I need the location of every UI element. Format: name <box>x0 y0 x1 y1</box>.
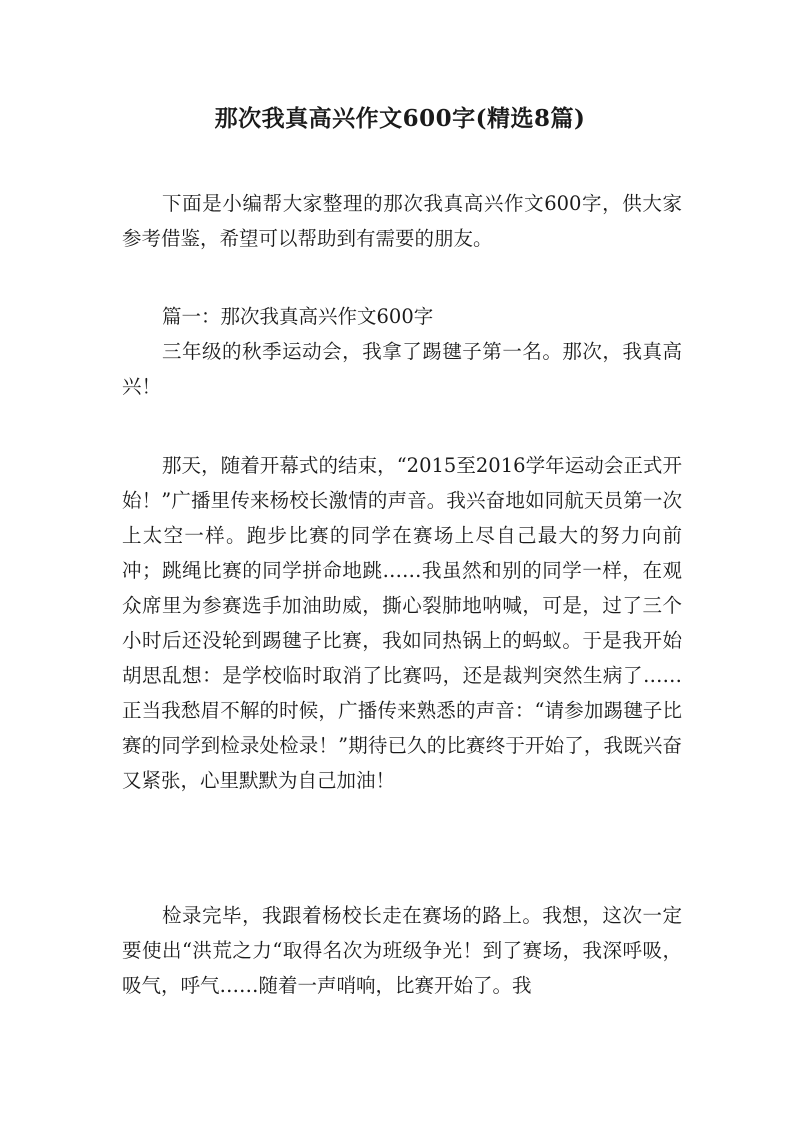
intro-paragraph: 下面是小编帮大家整理的那次我真高兴作文600字，供大家参考借鉴，希望可以帮助到有需要的朋友。 <box>122 192 682 250</box>
section-heading: 篇一：那次我真高兴作文600字 <box>162 305 434 328</box>
body-paragraph: 那天，随着开幕式的结束，“2015至2016学年运动会正式开始！”广播里传来杨校长激情的声音。我兴奋地如同航天员第一次上太空一样。跑步比赛的同学在赛场上尽自己最大的努力向前冲；跳绳比赛的同学拼命地跳……我虽然和别的同学一样，在观众席里为参赛选手加油助威，撕心裂肺地呐喊，可是，过了三个小时后还没轮到踢毽子比赛，我如同热锅上的蚂蚁。于是我开始胡思乱想：是学校临时取消了比赛吗，还是裁判突然生病了……正当我愁眉不解的时候，广播传来熟悉的声音：“请参加踢毽子比赛的同学到检录处检录！”期待已久的比赛终于开始了，我既兴奋又紧张，心里默默为自己加油！ <box>122 454 682 792</box>
body-paragraph: 检录完毕，我跟着杨校长走在赛场的路上。我想，这次一定要使出“洪荒之力“取得名次为班级争光！到了赛场，我深呼吸，吸气，呼气……随着一声哨响，比赛开始了。我 <box>122 904 682 997</box>
document-title: 那次我真高兴作文600字(精选8篇) <box>214 105 586 132</box>
body-paragraph: 三年级的秋季运动会，我拿了踢毽子第一名。那次，我真高兴！ <box>122 340 682 398</box>
